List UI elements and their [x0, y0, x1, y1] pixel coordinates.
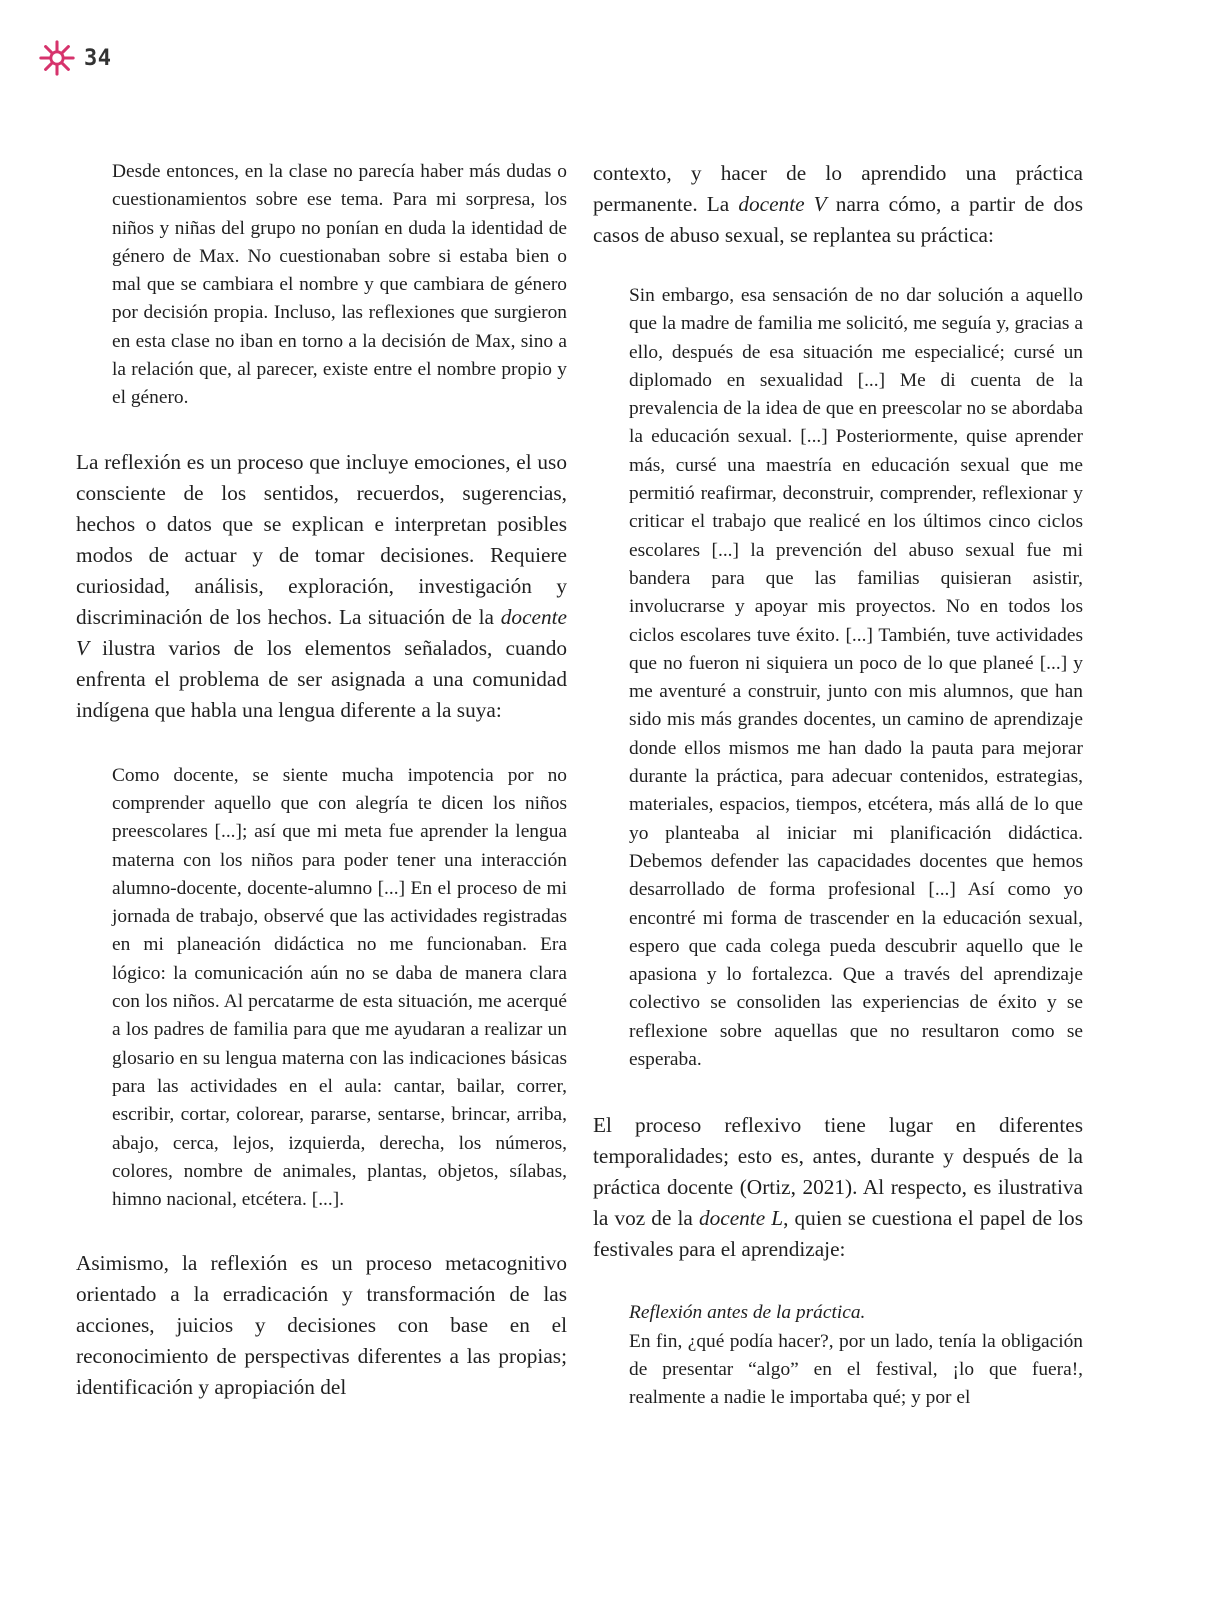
emphasis: docente V	[738, 192, 827, 216]
right-column	[593, 158, 1083, 1413]
block-quote: Como docente, se siente mucha impotencia por no comprender aquello que con alegría te dicen los niños preescolares [...]; así que mi meta fue aprender la lengua materna con los niños para poder tener una interacción alumno-docente, docente-alumno [...] En el proceso de mi jornada de trabajo, observé que las actividades registradas en mi planeación didáctica no me funcionaban. Era lógico: la comunicación aún no se daba de manera clara con los niños. Al percatarme de esta situación, me acerqué a los padres de familia para que me ayudaran a realizar un glosario en su lengua materna con las indicaciones básicas para las actividades en el aula: cantar, bailar, correr, escribir, cortar, colorear, pararse, sentarse, brincar, arriba, abajo, cerca, lejos, izquierda, derecha, los números, colores, nombre de animales, plantas, objetos, sílabas, himno nacional, etcétera. [...].	[112, 764, 567, 1211]
quote-text: En fin, ¿qué podía hacer?, por un lado, tenía la obligación de presentar “algo” en el festival, ¡lo que fuera!, realmente a nadie le importaba qué; y por el	[629, 1330, 1083, 1409]
body-paragraph: La reflexión es un proceso que incluye emociones, el uso consciente de los sentidos, recuerdos, sugerencias, hechos o datos que se explican e interpretan posibles modos de actuar y de tomar decisiones. Requiere curiosidad, análisis, exploración, investigación y discriminación de los hechos. La situación de la docente V ilustra varios de los elementos señalados, cuando enfrenta el problema de ser asignada a una comunidad indígena que habla una lengua diferente a la suya:	[76, 449, 567, 722]
body-paragraph: contexto, y hacer de lo aprendido una práctica permanente. La docente V narra cómo, a partir de dos casos de abuso sexual, se replantea su práctica:	[593, 161, 1083, 247]
body-paragraph: El proceso reflexivo tiene lugar en diferentes temporalidades; esto es, antes, durante y después de la práctica docente (Ortiz, 2021). Al respecto, es ilustrativa la voz de la docente L, quien se cuestiona el papel de los festivales para el aprendizaje:	[593, 1113, 1083, 1262]
asterisk-flower-icon	[38, 39, 76, 77]
page-header	[38, 40, 112, 76]
emphasis: docente V	[76, 604, 567, 660]
page-number: 34	[84, 45, 112, 71]
block-quote: Sin embargo, esa sensación de no dar solución a aquello que la madre de familia me solicitó, me seguía y, gracias a ello, después de esa situación me especialicé; cursé un diplomado en sexualidad [...] Me di cuenta de la prevalencia de la idea de que en preescolar no se abordaba la educación sexual. [...] Posteriormente, quise aprender más, cursé una maestría en educación sexual que me permitió reafirmar, deconstruir, comprender, reflexionar y criticar el trabajo que realicé en los últimos cinco ciclos escolares [...] la prevención del abuso sexual fue mi bandera para que las familias quisieran asistir, involucrarse y apoyar mis proyectos. No en todos los ciclos escolares tuve éxito. [...] También, tuve actividades que no fueron ni siquiera un poco de lo que planeé [...] y me aventuré a construir, junto con mis alumnos, que han sido mis más grandes docentes, un camino de aprendizaje donde ellos mismos me han dado la pauta para mejorar durante la práctica, para adecuar contenidos, estrategias, materiales, espacios, tiempos, etcétera, más allá de lo que yo planteaba al iniciar mi planificación didáctica. Debemos defender las capacidades docentes que hemos desarrollado de forma profesional [...] Así como yo encontré mi forma de trascender en la educación sexual, espero que cada colega pueda descubrir aquello que le apasiona y lo fortalezca. Que a través del aprendizaje colectivo se consoliden las experiencias de éxito y se reflexione sobre aquellas que no resultaron como se esperaba.	[629, 285, 1083, 1071]
quote-subtitle: Reflexión antes de la práctica.	[629, 1302, 866, 1324]
emphasis: docente L	[698, 1206, 784, 1231]
block-quote: Desde entonces, en la clase no parecía haber más dudas o cuestionamientos sobre ese tema. Para mi sorpresa, los niños y niñas del grupo no ponían en duda la identidad de género de Max. No cuestionaban sobre si estaba bien o mal que se cambiara el nombre y que cambiara de género por decisión propia. Incluso, las reflexiones que surgieron en esta clase no iban en torno a la decisión de Max, sino a la relación que, al parecer, existe entre el nombre propio y el género.	[112, 161, 567, 409]
body-paragraph: Asimismo, la reflexión es un proceso metacognitivo orientado a la erradicación y transformación de las acciones, juicios y decisiones con base en el reconocimiento de perspectivas diferentes a las propias; identificación y apropiación del	[76, 1251, 567, 1400]
block-quote	[629, 1299, 1083, 1412]
left-column	[76, 158, 567, 1403]
